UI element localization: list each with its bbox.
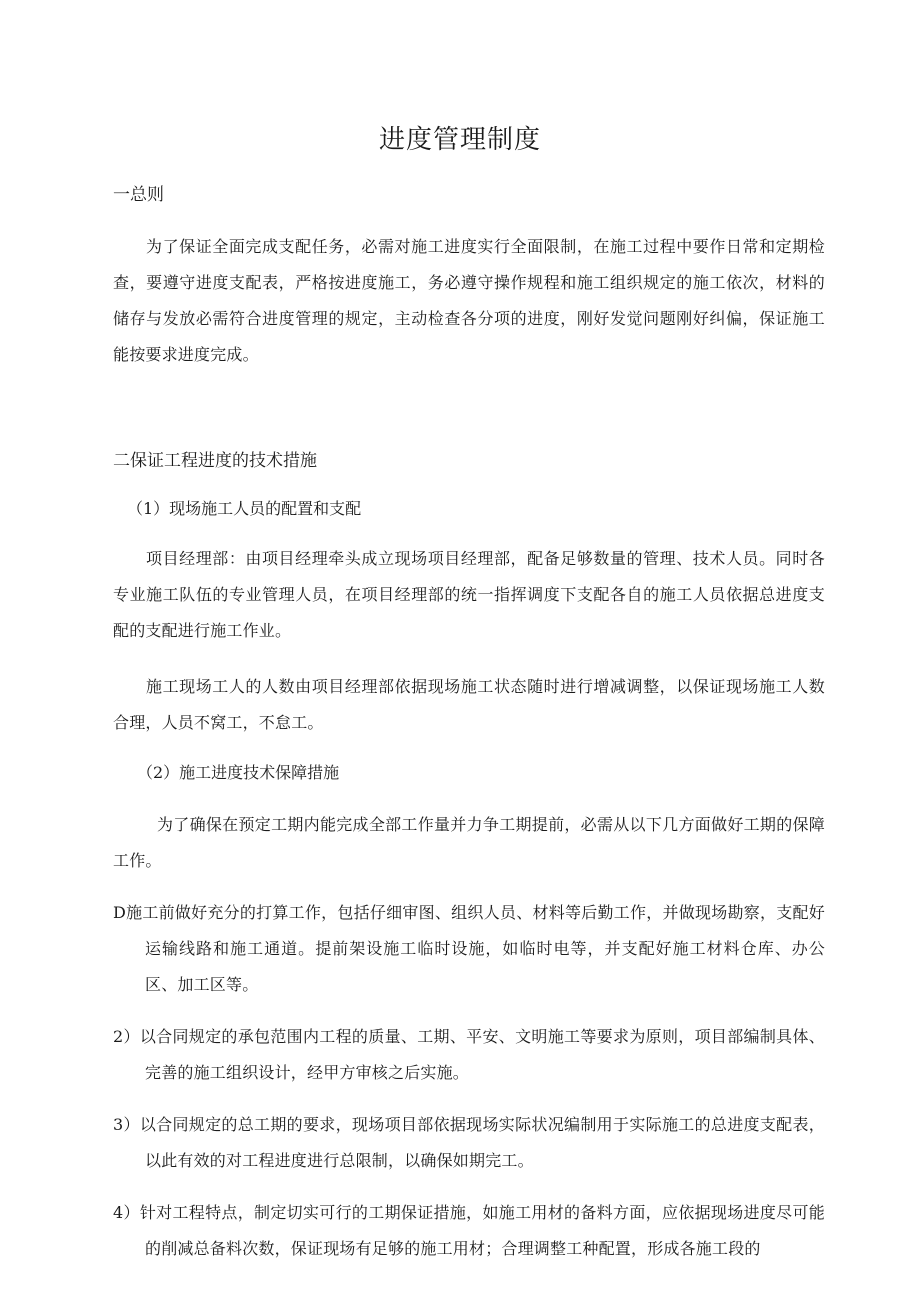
staffing-paragraph-2: 施工现场工人的人数由项目经理部依据现场施工状态随时进行增减调整，以保证现场施工人数合理，人员不窝工，不怠工。 [113,677,825,732]
subsection-heading-staffing: （1）现场施工人员的配置和支配 [127,499,362,518]
section-heading-technical-measures: 二保证工程进度的技术措施 [113,451,317,471]
general-paragraph: 为了保证全面完成支配任务，必需对施工进度实行全面限制，在施工过程中要作日常和定期检查，要遵守进度支配表，严格按进度施工，务必遵守操作规程和施工组织规定的施工依次，材料的储存与发放必需符合进度管理的规定，主动检查各分项的进度，刚好发觉问题刚好纠偏，保证施工能按要求进度完成。 [113,237,825,364]
section-heading-general: 一总则 [113,185,164,205]
staffing-paragraph-1: 项目经理部：由项目经理牵头成立现场项目经理部，配备足够数量的管理、技术人员。同时各专业施工队伍的专业管理人员，在项目经理部的统一指挥调度下支配各自的施工人员依据总进度支配的支配进行施工作业。 [113,549,825,640]
list-item: 4）针对工程特点，制定切实可行的工期保证措施，如施工用材的备料方面，应依据现场进度尽可能的削减总备料次数，保证现场有足够的施工用材；合理调整工种配置，形成各施工段的 [113,1203,825,1258]
document-title: 进度管理制度 [378,125,541,155]
list-item: 2）以合同规定的承包范围内工程的质量、工期、平安、文明施工等要求为原则，项目部编制具体、完善的施工组织设计，经甲方审核之后实施。 [113,1027,825,1082]
schedule-intro-paragraph: 为了确保在预定工期内能完成全部工作量并力争工期提前，必需从以下几方面做好工期的保障工作。 [113,815,825,870]
subsection-heading-schedule-assurance: （2）施工进度技术保障措施 [137,763,340,782]
list-item: D施工前做好充分的打算工作，包括仔细审图、组织人员、材料等后勤工作，并做现场勘察，支配好运输线路和施工通道。提前架设施工临时设施，如临时电等，并支配好施工材料仓库、办公区、加工区等。 [113,903,825,994]
list-item: 3）以合同规定的总工期的要求，现场项目部依据现场实际状况编制用于实际施工的总进度支配表，以此有效的对工程进度进行总限制，以确保如期完工。 [113,1115,825,1170]
